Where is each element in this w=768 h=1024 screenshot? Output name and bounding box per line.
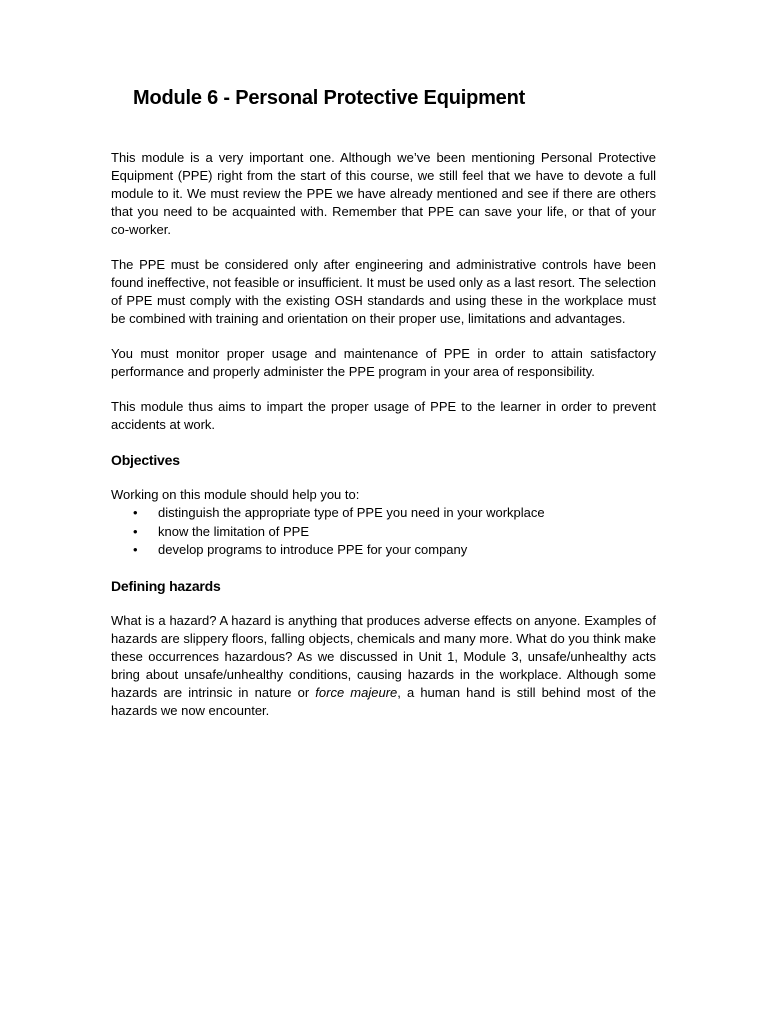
bullet-icon: • bbox=[133, 523, 138, 539]
objective-item-text: develop programs to introduce PPE for your company bbox=[158, 542, 468, 557]
objectives-intro: Working on this module should help you to: bbox=[111, 487, 360, 502]
paragraph-aims: This module thus aims to impart the proper usage of PPE to the learner in order to prevent accidents at work. bbox=[111, 399, 656, 432]
objective-item-text: know the limitation of PPE bbox=[158, 523, 310, 539]
objective-item bbox=[111, 541, 656, 560]
objective-item-text: distinguish the appropriate type of PPE you need in your workplace bbox=[158, 505, 545, 520]
paragraph-intro: This module is a very important one. Although we’ve been mentioning Personal Protective Equipment (PPE) right from the start of this course, we still feel that we have to devote a full module to it. We must review the PPE we have already mentioned and see if there are others that you need to be acquainted with. Remember that PPE can save your life, or that of your co-worker. bbox=[111, 150, 656, 237]
document-body bbox=[111, 149, 656, 737]
objectives-heading: Objectives bbox=[111, 452, 180, 468]
objective-item bbox=[111, 504, 656, 523]
paragraph-hazards bbox=[111, 612, 656, 720]
bullet-icon: • bbox=[133, 542, 138, 557]
paragraph-ppe-last-resort: The PPE must be considered only after engineering and administrative controls have been found ineffective, not feasible or insufficient. It must be used only as a last resort. The selection of PPE must comply with the existing OSH standards and using these in the workplace must be combined with training and orientation on their proper use, limitations and advantages. bbox=[111, 257, 656, 326]
objectives-list bbox=[111, 504, 656, 560]
page-title: Module 6 - Personal Protective Equipment bbox=[133, 87, 526, 109]
objective-item bbox=[111, 523, 656, 542]
paragraph-monitoring: You must monitor proper usage and maintenance of PPE in order to attain satisfactory performance and properly administer the PPE program in your area of responsibility. bbox=[111, 346, 656, 379]
hazards-text-end: , a human hand is still behind most of the hazards we now encounter. bbox=[111, 684, 657, 718]
hazards-text-start: What is a hazard? A hazard is anything that produces adverse effects on anyone. Examples of hazards are slippery floors, falling objects, chemicals and many more. What do you think make these occurrences hazardous? As we discussed in Unit 1, Module 3, unsafe/unhealthy acts bring about unsafe/unhealthy conditions, causing hazards in the workplace. Although some hazards are intrinsic in nature or bbox=[111, 612, 656, 700]
hazards-heading: Defining hazards bbox=[111, 577, 221, 594]
bullet-icon: • bbox=[133, 505, 138, 520]
hazards-italic-term: force majeure bbox=[315, 684, 398, 700]
